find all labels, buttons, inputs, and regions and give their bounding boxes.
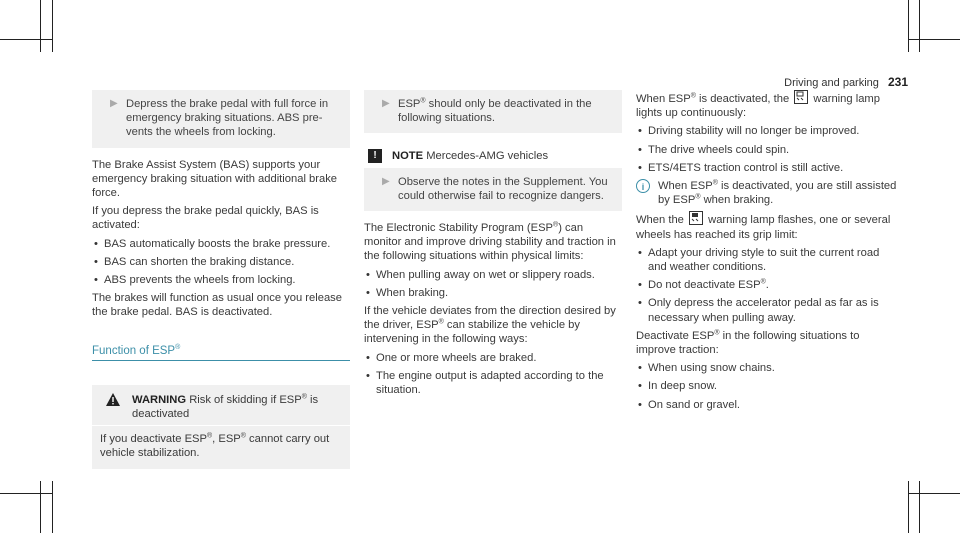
list-item-text: Do not deactivate ESP bbox=[648, 279, 761, 292]
registered-mark: ® bbox=[712, 179, 718, 187]
crop-mark bbox=[52, 481, 53, 533]
paragraph: If you depress the brake pedal quickly, BAS is activated: bbox=[92, 205, 319, 232]
warning-body-text: cannot carry out vehicle stabilization. bbox=[100, 433, 330, 460]
paragraph-text: in the following situations to improve traction: bbox=[636, 329, 860, 357]
play-triangle-icon: ▶ bbox=[382, 175, 390, 187]
registered-mark: ® bbox=[553, 221, 559, 229]
paragraph-text: When the bbox=[636, 214, 684, 227]
note-heading bbox=[364, 143, 622, 167]
bullet-list bbox=[636, 246, 898, 325]
list-item: • When braking. bbox=[364, 286, 622, 300]
section-title bbox=[92, 344, 350, 361]
registered-mark: ® bbox=[175, 343, 181, 351]
info-text: is deactivated, you are still assisted by ESP bbox=[658, 180, 897, 207]
column-right bbox=[636, 90, 898, 416]
list-item: • The drive wheels could spin. bbox=[636, 143, 898, 157]
list-item: • BAS automatically boosts the brake pressure. bbox=[92, 237, 350, 251]
warning-body bbox=[92, 426, 350, 468]
paragraph-text: warning lamp flashes, one or several wheels has reached its grip limit: bbox=[636, 214, 891, 241]
warning-label: WARNING bbox=[132, 393, 187, 406]
warning-box bbox=[92, 385, 350, 469]
column-left bbox=[92, 90, 350, 469]
registered-mark: ® bbox=[301, 393, 307, 401]
crop-mark bbox=[908, 493, 960, 494]
bullet-list bbox=[92, 237, 350, 288]
column-middle bbox=[364, 90, 622, 401]
bullet-list bbox=[364, 268, 622, 300]
instruction-text-part: ESP bbox=[398, 98, 421, 110]
registered-mark: ® bbox=[690, 92, 696, 100]
page-number: 231 bbox=[887, 75, 908, 89]
section-name: Driving and parking bbox=[784, 77, 879, 89]
crop-mark bbox=[0, 493, 52, 494]
list-item: • BAS can shorten the braking distance. bbox=[92, 255, 350, 269]
bullet-list bbox=[636, 361, 898, 412]
list-item: • Adapt your driving style to suit the current road and weather conditions. bbox=[636, 246, 898, 274]
paragraph bbox=[364, 221, 622, 264]
registered-mark: ® bbox=[240, 432, 246, 440]
instruction-text bbox=[126, 97, 342, 140]
info-icon: i bbox=[636, 179, 650, 193]
instruction-text: Observe the notes in the Supplement. You could otherwise fail to recognize dangers. bbox=[398, 175, 608, 202]
paragraph bbox=[636, 90, 898, 120]
instruction-line: emergency braking situations. ABS pre- bbox=[126, 112, 323, 125]
crop-mark bbox=[908, 481, 909, 533]
registered-mark: ® bbox=[438, 318, 444, 326]
instruction-text-part: should only be deactivated in the following situations. bbox=[398, 98, 592, 125]
info-text: when braking. bbox=[700, 194, 774, 207]
warning-head-text: Risk of skidding if ESP bbox=[189, 393, 302, 406]
paragraph-text: is deactivated, the bbox=[695, 93, 790, 105]
warning-header bbox=[92, 385, 350, 426]
paragraph bbox=[636, 211, 898, 241]
page-header bbox=[784, 75, 908, 90]
list-item: • The engine output is adapted according to the situation. bbox=[364, 369, 622, 397]
section-title-text: Function of ESP bbox=[92, 344, 176, 357]
registered-mark: ® bbox=[206, 432, 213, 440]
paragraph-text: The Electronic Stability Program (ESP bbox=[364, 222, 554, 235]
note-label: NOTE bbox=[392, 150, 424, 163]
instruction-box bbox=[364, 168, 622, 211]
bullet-list bbox=[636, 124, 898, 175]
list-item: • Only depress the accelerator pedal as far as is necessary when pulling away. bbox=[636, 296, 898, 324]
paragraph: The Brake Assist System (BAS) supports your emergency braking situation with additional brake force. bbox=[92, 158, 338, 200]
play-triangle-icon: ▶ bbox=[382, 98, 390, 109]
play-triangle-icon: ▶ bbox=[110, 98, 118, 109]
list-item: • Driving stability will no longer be improved. bbox=[636, 124, 898, 138]
instruction-line: vents the wheels from locking. bbox=[126, 126, 276, 139]
crop-mark bbox=[52, 0, 53, 52]
esp-off-warning-lamp-icon bbox=[794, 90, 808, 104]
bullet-list bbox=[364, 351, 622, 398]
registered-mark: ® bbox=[420, 97, 426, 105]
paragraph bbox=[636, 329, 898, 357]
info-text: When ESP bbox=[658, 180, 713, 193]
exclamation-icon: ! bbox=[368, 149, 382, 163]
esp-warning-lamp-icon bbox=[689, 211, 703, 225]
crop-mark bbox=[919, 481, 920, 533]
crop-mark bbox=[908, 39, 960, 40]
note-text: Mercedes-AMG vehicles bbox=[426, 150, 549, 163]
paragraph: The brakes will function as usual once you release the brake pedal. BAS is deactivated. bbox=[92, 292, 342, 319]
registered-mark: ® bbox=[695, 193, 701, 201]
list-item: • In deep snow. bbox=[636, 379, 898, 393]
list-item: • ABS prevents the wheels from locking. bbox=[92, 273, 350, 287]
registered-mark: ® bbox=[760, 278, 766, 286]
paragraph bbox=[364, 304, 622, 347]
crop-mark bbox=[919, 0, 920, 52]
instruction-box bbox=[92, 90, 350, 148]
registered-mark: ® bbox=[714, 329, 720, 337]
list-item: • ETS/4ETS traction control is still active. bbox=[636, 161, 898, 175]
warning-head-text: is deactivated bbox=[132, 393, 319, 421]
crop-mark bbox=[40, 0, 41, 52]
list-item: • One or more wheels are braked. bbox=[364, 351, 622, 365]
paragraph-text: ) can monitor and improve driving stability and traction in the following situations within physical limits: bbox=[364, 222, 616, 263]
list-item bbox=[636, 278, 898, 292]
instruction-line: Depress the brake pedal with full force in bbox=[126, 98, 329, 110]
warning-body-text: If you deactivate ESP bbox=[100, 433, 207, 446]
list-item: • On sand or gravel. bbox=[636, 398, 898, 412]
paragraph-text: warning lamp lights up continuously: bbox=[636, 93, 880, 120]
crop-mark bbox=[908, 0, 909, 52]
paragraph-text: Deactivate ESP bbox=[636, 329, 715, 342]
instruction-box bbox=[364, 90, 622, 133]
list-item: • When using snow chains. bbox=[636, 361, 898, 375]
warning-triangle-icon bbox=[100, 393, 132, 421]
crop-mark bbox=[40, 481, 41, 533]
warning-body-text: , ESP bbox=[212, 433, 241, 446]
list-item-text: . bbox=[765, 279, 769, 292]
crop-mark bbox=[0, 39, 52, 40]
paragraph-text: When ESP bbox=[636, 93, 691, 105]
info-note bbox=[636, 179, 898, 207]
instruction-text bbox=[398, 97, 614, 125]
paragraph-text: If the vehicle deviates from the direction desired by the driver, ESP bbox=[364, 305, 616, 332]
list-item: • When pulling away on wet or slippery roads. bbox=[364, 268, 622, 282]
paragraph-text: can stabilize the vehicle by intervening in the following ways: bbox=[364, 319, 580, 346]
